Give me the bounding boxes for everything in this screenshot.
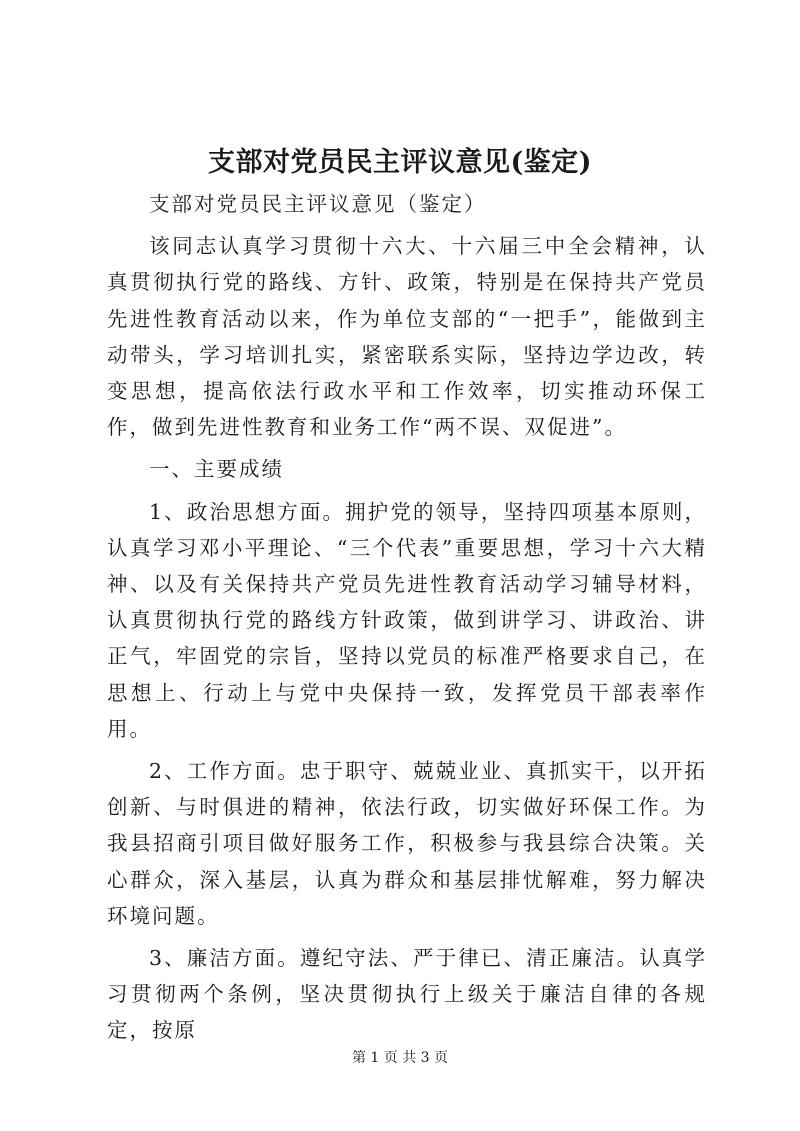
paragraph-summary: 该同志认真学习贯彻十六大、十六届三中全会精神，认真贯彻执行党的路线、方针、政策，特别是在保持共产党员先进性教育活动以来，作为单位支部的“一把手”，能做到主动带头，学习培训扎实，紧密联系实际，坚持边学边改，转变思想，提高依法行政水平和工作效率，切实推动环保工作，做到先进性教育和业务工作“两不误、双促进”。 <box>107 234 707 440</box>
page-footer: 第 1 页 共 3 页 <box>351 1050 449 1066</box>
section-heading: 一、主要成绩 <box>149 457 284 482</box>
paragraph-subtitle: 支部对党员民主评议意见（鉴定） <box>149 192 487 216</box>
document-body <box>107 186 707 1055</box>
paragraph-integrity: 3、廉洁方面。遵纪守法、严于律已、清正廉洁。认真学习贯彻两个条例，坚决贯彻执行上级关于廉洁自律的各规定，按原 <box>107 946 707 1043</box>
paragraph-political: 1、政治思想方面。拥护党的领导，坚持四项基本原则，认真学习邓小平理论、“三个代表”重要思想，学习十六大精神、以及有关保持共产党员先进性教育活动学习辅导材料，认真贯彻执行党的路线方针政策，做到讲学习、讲政治、讲正气，牢固党的宗旨，坚持以党员的标准严格要求自己，在思想上、行动上与党中央保持一致，发挥党员干部表率作用。 <box>107 499 707 741</box>
document-title: 支部对党员民主评议意见(鉴定) <box>207 147 593 178</box>
paragraph-work: 2、工作方面。忠于职守、兢兢业业、真抓实干，以开拓创新、与时俱进的精神，依法行政，切实做好环保工作。为我县招商引项目做好服务工作，积极参与我县综合决策。关心群众，深入基层，认真为群众和基层排忧解难，努力解决环境问题。 <box>107 759 707 928</box>
